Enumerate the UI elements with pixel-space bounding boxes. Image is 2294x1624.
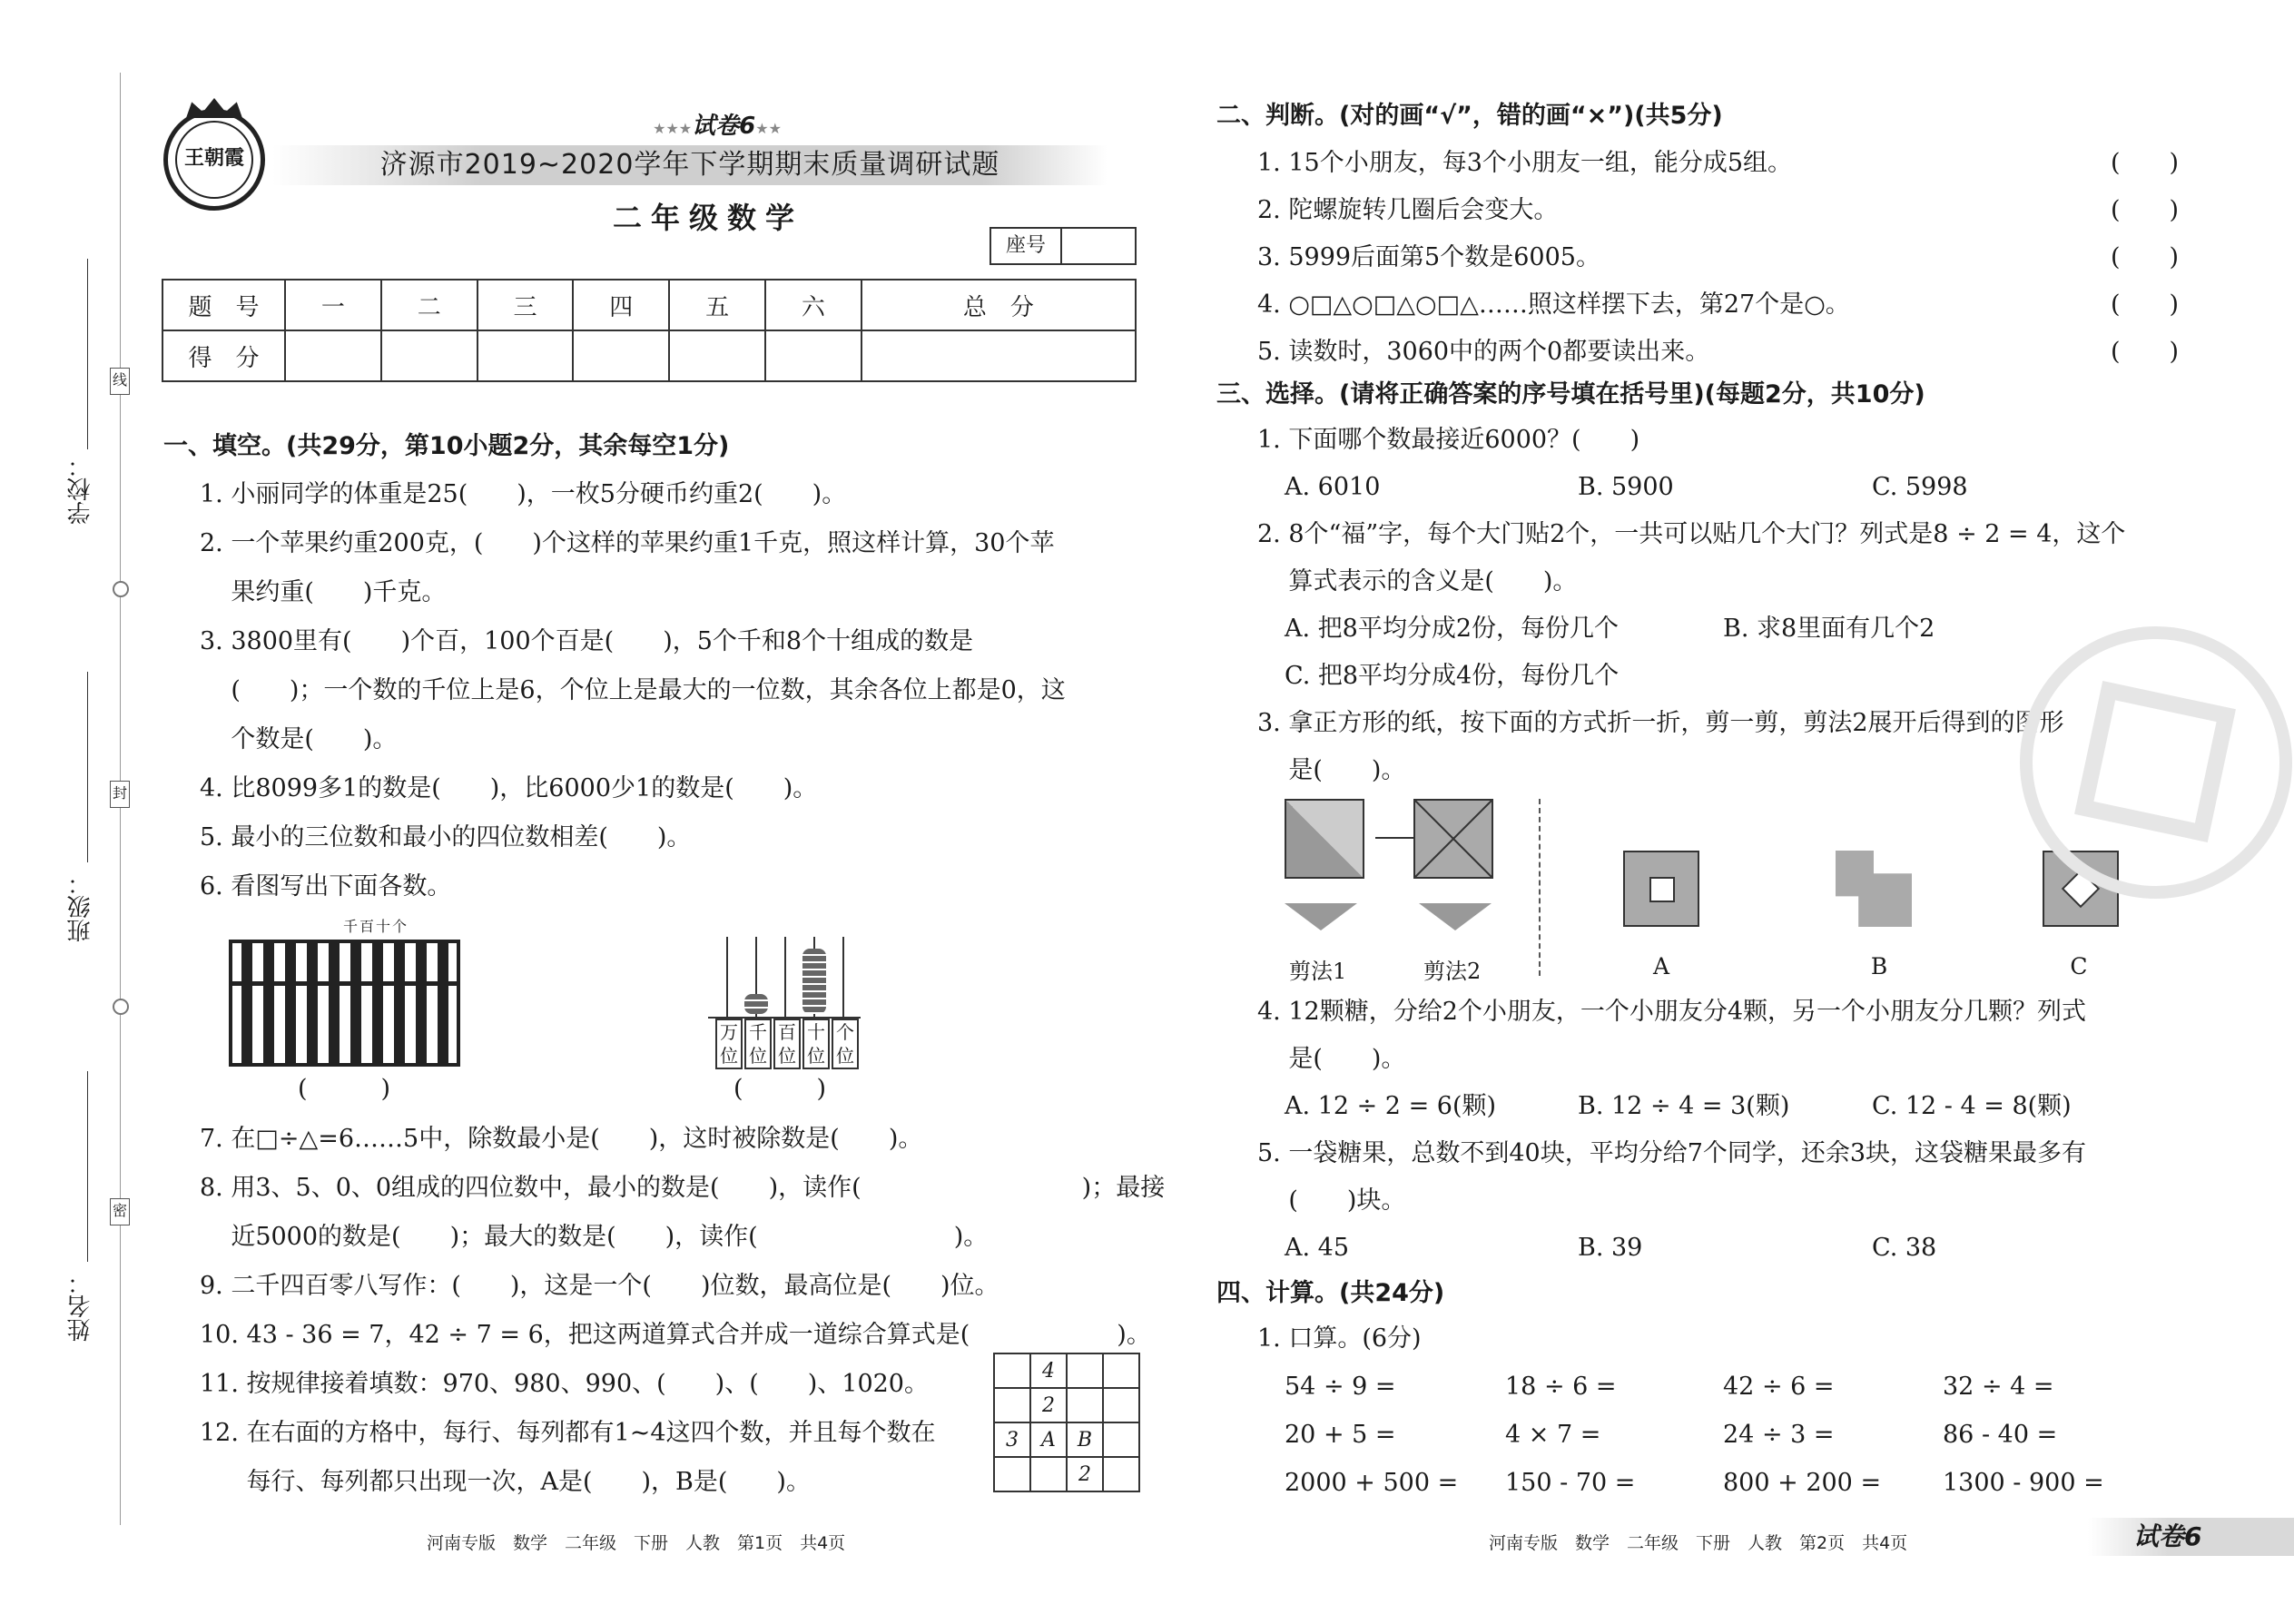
calc-sub1: 1. 口算。(6分) (1257, 1324, 1422, 1353)
class-underline (87, 672, 88, 862)
calc-item: 800 + 200 = (1723, 1469, 1882, 1497)
footer-right: 河南专版 数学 二年级 下册 人教 第2页 共4页 (1489, 1533, 1908, 1553)
score-head: 三 (478, 280, 574, 330)
scissors-icon (113, 581, 129, 597)
choice-q5-cont: ( )块。 (1257, 1186, 1406, 1215)
p1-line: ( )；一个数的千位上是6，个位上是最大的一位数，其余各位上都是0，这 (200, 676, 1066, 704)
score-cell[interactable] (478, 330, 574, 381)
calc-item: 150 - 70 = (1505, 1469, 1636, 1497)
judge-answer[interactable]: ( ) (2111, 290, 2180, 319)
score-header-row (162, 280, 1136, 330)
p1-line: 每行、每列都只出现一次，A是( )，B是( )。 (200, 1468, 811, 1496)
calc-item: 86 - 40 = (1943, 1421, 2058, 1449)
calc-item: 20 + 5 = (1285, 1421, 1396, 1449)
place-label: 个位 (832, 1019, 859, 1069)
grid-cell (1103, 1457, 1139, 1491)
option-label: A (1652, 953, 1670, 979)
grid-cell: 2 (1067, 1457, 1103, 1491)
score-cell[interactable] (669, 330, 765, 381)
p1-line: 10. 43 - 36 = 7，42 ÷ 7 = 6，把这两道算式合并成一道综合算式是( )。 (200, 1321, 1151, 1349)
grid-cell: B (1067, 1422, 1103, 1457)
judge-item: 1. 15个小朋友，每3个小朋友一组，能分成5组。 (1257, 149, 1793, 177)
grid-cell (994, 1388, 1030, 1422)
score-head: 题 号 (162, 280, 285, 330)
p1-line: 7. 在□÷△=6……5中，除数最小是( )，这时被除数是( )。 (200, 1125, 923, 1153)
figure-divider (1539, 799, 1541, 976)
choice-q2: 2. 8个“福”字，每个大门贴2个，一共可以贴几个大门？列式是8 ÷ 2 = 4，这个 (1257, 520, 2126, 548)
choice-q4-cont: 是( )。 (1257, 1045, 1406, 1073)
score-head: 一 (285, 280, 381, 330)
choice-option: A. 12 ÷ 2 = 6(颗) (1285, 1092, 1497, 1120)
class-label: 班级： (67, 871, 94, 942)
score-cell[interactable] (285, 330, 381, 381)
latin-square-grid (993, 1353, 1140, 1492)
calc-item: 1300 - 900 = (1943, 1469, 2104, 1497)
grid-cell: 4 (1030, 1353, 1067, 1388)
choice-option: B. 5900 (1578, 473, 1674, 501)
choice-option: C. 5998 (1872, 473, 1968, 501)
judge-item: 5. 读数时，3060中的两个0都要读出来。 (1257, 338, 1710, 366)
grid-cell (1103, 1353, 1139, 1388)
logo-seal (163, 109, 265, 211)
grid-cell: A (1030, 1422, 1067, 1457)
answer-paren: ( ) (298, 1075, 391, 1103)
choice-option: B. 12 ÷ 4 = 3(颗) (1578, 1092, 1790, 1120)
calc-item: 4 × 7 = (1505, 1421, 1601, 1449)
bind-mark-seal: 封 (110, 781, 130, 808)
crown-icon (186, 98, 242, 118)
p1-line: 6. 看图写出下面各数。 (200, 872, 452, 901)
p1-line: 个数是( )。 (200, 725, 398, 753)
choice-option: C. 38 (1872, 1234, 1937, 1262)
arrow-right-icon (1375, 837, 1417, 839)
name-label: 姓名： (67, 1271, 94, 1342)
p1-line: 11. 按规律接着填数：970、980、990、( )、( )、1020。 (200, 1370, 929, 1398)
seat-box (989, 227, 1137, 265)
p1-line: 3. 3800里有( )个百，100个百是( )，5个千和8个十组成的数是 (200, 627, 974, 655)
name-underline (87, 1071, 88, 1262)
choice-q5: 5. 一袋糖果，总数不到40块，平均分给7个同学，还余3块，这袋糖果最多有 (1257, 1139, 2087, 1167)
score-head: 四 (573, 280, 669, 330)
choice-q3: 3. 拿正方形的纸，按下面的方式折一折，剪一剪，剪法2展开后得到的图形 (1257, 709, 2064, 737)
calc-item: 54 ÷ 9 = (1285, 1373, 1396, 1401)
footer-badge: 试卷6 (2133, 1521, 2202, 1551)
place-label: 千位 (744, 1019, 772, 1069)
place-label: 百位 (773, 1019, 801, 1069)
score-head: 五 (669, 280, 765, 330)
score-cell[interactable] (861, 330, 1136, 381)
choice-option: A. 45 (1285, 1234, 1350, 1262)
calc-item: 18 ÷ 6 = (1505, 1373, 1617, 1401)
calc-item: 2000 + 500 = (1285, 1469, 1459, 1497)
score-cell[interactable] (381, 330, 478, 381)
calc-item: 32 ÷ 4 = (1943, 1373, 2054, 1401)
choice-option: A. 6010 (1285, 473, 1381, 501)
calc-item: 42 ÷ 6 = (1723, 1373, 1835, 1401)
choice-option: A. 把8平均分成2份，每份几个 (1285, 615, 1620, 643)
answer-paren: ( ) (733, 1075, 827, 1103)
judge-item: 3. 5999后面第5个数是6005。 (1257, 243, 1600, 271)
part3-heading: 三、选择。(请将正确答案的序号填在括号里)(每题2分，共10分) (1216, 380, 1925, 408)
choice-option: B. 39 (1578, 1234, 1643, 1262)
logo-text: 王朝霞 (183, 146, 244, 170)
score-cell[interactable] (765, 330, 861, 381)
score-cell[interactable] (573, 330, 669, 381)
option-label: C (2070, 953, 2088, 979)
place-label: 十位 (802, 1019, 830, 1069)
cut-method-2 (1419, 903, 1492, 930)
page-subtitle: 二年级数学 (612, 201, 803, 235)
school-underline (87, 259, 88, 449)
part2-heading: 二、判断。(对的画“√”，错的画“×”)(共5分) (1216, 102, 1723, 130)
option-shape-a (1623, 851, 1699, 927)
score-row (162, 330, 1136, 381)
choice-q1: 1. 下面哪个数最接近6000？( ) (1257, 426, 1640, 454)
grid-cell (1030, 1457, 1067, 1491)
option-label: B (1870, 953, 1888, 979)
grid-cell: 3 (994, 1422, 1030, 1457)
school-label: 学校： (67, 454, 94, 525)
choice-option: B. 求8里面有几个2 (1723, 615, 1935, 643)
counting-frame-figure (708, 935, 862, 1071)
cut-method-1 (1285, 903, 1357, 930)
p1-line: 9. 二千四百零八写作：( )，这是一个( )位数，最高位是( )位。 (200, 1272, 999, 1300)
score-head: 总 分 (861, 280, 1136, 330)
judge-answer[interactable]: ( ) (2111, 338, 2180, 366)
p1-line: 4. 比8099多1的数是( )，比6000少1的数是( )。 (200, 774, 818, 802)
judge-answer[interactable]: ( ) (2111, 149, 2180, 177)
score-label: 得 分 (162, 330, 285, 381)
bind-mark-line: 线 (110, 368, 130, 395)
score-head: 二 (381, 280, 478, 330)
binding-strip (0, 0, 154, 1624)
choice-option: C. 12 - 4 = 8(颗) (1872, 1092, 2072, 1120)
paper-badge: ★★★试卷6★★ (653, 113, 782, 140)
p1-line: 2. 一个苹果约重200克，( )个这样的苹果约重1千克，照这样计算，30个苹 (200, 529, 1055, 557)
seat-label: 座号 (991, 229, 1062, 263)
score-table (162, 279, 1137, 382)
judge-answer[interactable]: ( ) (2111, 196, 2180, 224)
abacus-figure (229, 940, 460, 1067)
p1-line: 果约重( )千克。 (200, 578, 447, 606)
part4-heading: 四、计算。(共24分) (1216, 1279, 1445, 1307)
p1-line: 近5000的数是( )；最大的数是( )，读作( )。 (200, 1223, 989, 1251)
choice-q4: 4. 12颗糖，分给2个小朋友，一个小朋友分4颗，另一个小朋友分几颗？列式 (1257, 998, 2087, 1026)
page-title: 济源市2019~2020学年下学期期末质量调研试题 (379, 149, 1000, 181)
part1-heading: 一、填空。(共29分，第10小题2分，其余每空1分) (163, 432, 730, 460)
option-shape-b (1836, 851, 1912, 927)
choice-q3-cont: 是( )。 (1257, 756, 1406, 784)
cut-label: 剪法1 (1289, 959, 1347, 984)
grid-cell (994, 1353, 1030, 1388)
p1-line: 12. 在右面的方格中，每行、每列都有1~4这四个数，并且每个数在 (200, 1419, 936, 1447)
judge-answer[interactable]: ( ) (2111, 243, 2180, 271)
p1-line: 8. 用3、5、0、0组成的四位数中，最小的数是( )，读作( )；最接 (200, 1174, 1166, 1202)
grid-cell (1067, 1388, 1103, 1422)
footer-left: 河南专版 数学 二年级 下册 人教 第1页 共4页 (427, 1533, 846, 1553)
grid-cell: 2 (1030, 1388, 1067, 1422)
grid-cell (994, 1457, 1030, 1491)
calc-item: 24 ÷ 3 = (1723, 1421, 1835, 1449)
bind-mark-secret: 密 (110, 1198, 130, 1225)
grid-cell (1103, 1422, 1139, 1457)
secret-watermark-icon (2020, 626, 2292, 899)
p1-line: 5. 最小的三位数和最小的四位数相差( )。 (200, 823, 692, 851)
judge-item: 4. ○□△○□△○□△……照这样摆下去，第27个是○。 (1257, 290, 1850, 319)
abacus-label: 千百十个 (343, 918, 409, 935)
choice-q2-cont: 算式表示的含义是( )。 (1257, 567, 1578, 595)
cut-label: 剪法2 (1423, 959, 1482, 984)
place-label: 万位 (715, 1019, 743, 1069)
grid-cell (1067, 1353, 1103, 1388)
judge-item: 2. 陀螺旋转几圈后会变大。 (1257, 196, 1559, 224)
square-fold-1 (1285, 799, 1364, 879)
square-fold-2 (1413, 799, 1493, 879)
scissors-icon (113, 999, 129, 1015)
choice-option: C. 把8平均分成4份，每份几个 (1285, 662, 1620, 690)
score-head: 六 (765, 280, 861, 330)
p1-line: 1. 小丽同学的体重是25( )，一枚5分硬币约重2( )。 (200, 480, 847, 508)
grid-cell (1103, 1388, 1139, 1422)
